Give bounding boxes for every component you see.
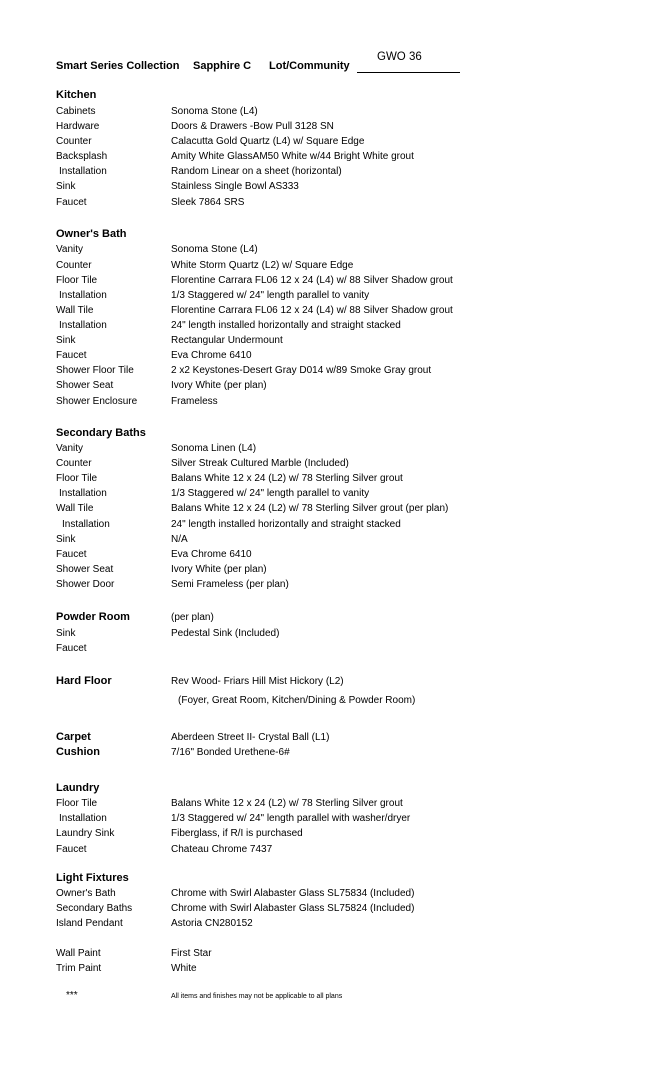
secondary-baths-label: Vanity <box>56 443 84 454</box>
kitchen-label: Cabinets <box>56 106 96 117</box>
paint-value: First Star <box>171 948 212 959</box>
kitchen-value: Calacutta Gold Quartz (L4) w/ Square Edge <box>171 136 365 147</box>
lot-underline <box>357 72 460 73</box>
secondary-baths-value: Balans White 12 x 24 (L2) w/ 78 Sterling Silver grout (per plan) <box>171 503 449 514</box>
owners-bath-value: 2 x2 Keystones-Desert Gray D014 w/89 Smoke Gray grout <box>171 365 432 376</box>
laundry-value: Chateau Chrome 7437 <box>171 844 273 855</box>
owners-bath-label: Vanity <box>56 244 84 255</box>
plan-name: Sapphire C <box>193 60 252 72</box>
laundry-value: Fiberglass, if R/I is purchased <box>171 828 303 839</box>
kitchen-heading: Kitchen <box>56 89 97 101</box>
powder-room-value: Pedestal Sink (Included) <box>171 628 280 639</box>
owners-bath-value: Eva Chrome 6410 <box>171 350 252 361</box>
secondary-baths-value: Silver Streak Cultured Marble (Included) <box>171 458 349 469</box>
secondary-baths-label: Faucet <box>56 549 87 560</box>
lot-value: GWO 36 <box>377 51 422 63</box>
laundry-label: Floor Tile <box>56 798 98 809</box>
owners-bath-value: 24" length installed horizontally and straight stacked <box>171 320 401 331</box>
light-fixtures-label: Island Pendant <box>56 918 123 929</box>
kitchen-value: Random Linear on a sheet (horizontal) <box>171 166 342 177</box>
laundry-label: Faucet <box>56 844 87 855</box>
owners-bath-label: Shower Enclosure <box>56 396 138 407</box>
secondary-baths-value: 1/3 Staggered w/ 24" length parallel to vanity <box>171 488 370 499</box>
carpet-value: Aberdeen Street II- Crystal Ball (L1) <box>171 732 330 743</box>
paint-value: White <box>171 963 197 974</box>
light-fixtures-label: Secondary Baths <box>56 903 133 914</box>
secondary-baths-label: Installation <box>62 519 110 530</box>
hard-floor-rooms-note: (Foyer, Great Room, Kitchen/Dining & Powder Room) <box>178 695 416 706</box>
laundry-value: Balans White 12 x 24 (L2) w/ 78 Sterling Silver grout <box>171 798 403 809</box>
owners-bath-value: White Storm Quartz (L2) w/ Square Edge <box>171 260 354 271</box>
kitchen-label: Installation <box>59 166 107 177</box>
kitchen-value: Sleek 7864 SRS <box>171 197 245 208</box>
hard-floor-heading: Hard Floor <box>56 675 112 687</box>
paint-label: Wall Paint <box>56 948 101 959</box>
owners-bath-value: Rectangular Undermount <box>171 335 283 346</box>
owners-bath-label: Shower Seat <box>56 380 114 391</box>
kitchen-label: Backsplash <box>56 151 108 162</box>
laundry-label: Installation <box>59 813 107 824</box>
powder-room-label: Sink <box>56 628 76 639</box>
powder-room-label: Faucet <box>56 643 87 654</box>
secondary-baths-value: Ivory White (per plan) <box>171 564 267 575</box>
owners-bath-value: Ivory White (per plan) <box>171 380 267 391</box>
secondary-baths-label: Wall Tile <box>56 503 94 514</box>
owners-bath-value: Frameless <box>171 396 218 407</box>
lot-label: Lot/Community <box>269 60 350 72</box>
light-fixtures-value: Chrome with Swirl Alabaster Glass SL75834 (Included) <box>171 888 415 899</box>
owners-bath-value: 1/3 Staggered w/ 24" length parallel to vanity <box>171 290 370 301</box>
secondary-baths-label: Counter <box>56 458 92 469</box>
secondary-baths-value: N/A <box>171 534 188 545</box>
owners-bath-label: Floor Tile <box>56 275 98 286</box>
paint-label: Trim Paint <box>56 963 102 974</box>
owners-bath-heading: Owner's Bath <box>56 228 127 240</box>
secondary-baths-value: 24" length installed horizontally and straight stacked <box>171 519 401 530</box>
secondary-baths-label: Shower Seat <box>56 564 114 575</box>
kitchen-value: Amity White GlassAM50 White w/44 Bright White grout <box>171 151 414 162</box>
footnote-text: All items and finishes may not be applicable to all plans <box>171 993 343 1000</box>
kitchen-label: Sink <box>56 181 76 192</box>
kitchen-value: Doors & Drawers -Bow Pull 3128 SN <box>171 121 334 132</box>
kitchen-label: Counter <box>56 136 92 147</box>
light-fixtures-value: Astoria CN280152 <box>171 918 253 929</box>
laundry-heading: Laundry <box>56 782 100 794</box>
secondary-baths-heading: Secondary Baths <box>56 427 146 439</box>
kitchen-label: Faucet <box>56 197 87 208</box>
secondary-baths-value: Sonoma Linen (L4) <box>171 443 257 454</box>
light-fixtures-heading: Light Fixtures <box>56 872 129 884</box>
cushion-heading: Cushion <box>56 746 100 758</box>
secondary-baths-label: Sink <box>56 534 76 545</box>
owners-bath-value: Florentine Carrara FL06 12 x 24 (L4) w/ 88 Silver Shadow grout <box>171 275 453 286</box>
footnote-marker: *** <box>66 990 78 1001</box>
secondary-baths-label: Installation <box>59 488 107 499</box>
powder-room-plan-note: (per plan) <box>171 612 214 623</box>
owners-bath-label: Sink <box>56 335 76 346</box>
secondary-baths-label: Floor Tile <box>56 473 98 484</box>
collection-title: Smart Series Collection <box>56 60 180 72</box>
powder-room-heading: Powder Room <box>56 611 130 623</box>
owners-bath-label: Installation <box>59 290 107 301</box>
owners-bath-label: Counter <box>56 260 92 271</box>
owners-bath-value: Sonoma Stone (L4) <box>171 244 258 255</box>
kitchen-value: Stainless Single Bowl AS333 <box>171 181 299 192</box>
secondary-baths-label: Shower Door <box>56 579 115 590</box>
secondary-baths-value: Semi Frameless (per plan) <box>171 579 289 590</box>
laundry-label: Laundry Sink <box>56 828 115 839</box>
owners-bath-value: Florentine Carrara FL06 12 x 24 (L4) w/ 88 Silver Shadow grout <box>171 305 453 316</box>
secondary-baths-value: Eva Chrome 6410 <box>171 549 252 560</box>
owners-bath-label: Shower Floor Tile <box>56 365 134 376</box>
light-fixtures-label: Owner's Bath <box>56 888 116 899</box>
hard-floor-value: Rev Wood- Friars Hill Mist Hickory (L2) <box>171 676 344 687</box>
owners-bath-label: Wall Tile <box>56 305 94 316</box>
kitchen-value: Sonoma Stone (L4) <box>171 106 258 117</box>
carpet-heading: Carpet <box>56 731 91 743</box>
kitchen-label: Hardware <box>56 121 100 132</box>
owners-bath-label: Installation <box>59 320 107 331</box>
laundry-value: 1/3 Staggered w/ 24" length parallel with washer/dryer <box>171 813 411 824</box>
cushion-value: 7/16" Bonded Urethene-6# <box>171 747 290 758</box>
owners-bath-label: Faucet <box>56 350 87 361</box>
secondary-baths-value: Balans White 12 x 24 (L2) w/ 78 Sterling Silver grout <box>171 473 403 484</box>
light-fixtures-value: Chrome with Swirl Alabaster Glass SL75824 (Included) <box>171 903 415 914</box>
